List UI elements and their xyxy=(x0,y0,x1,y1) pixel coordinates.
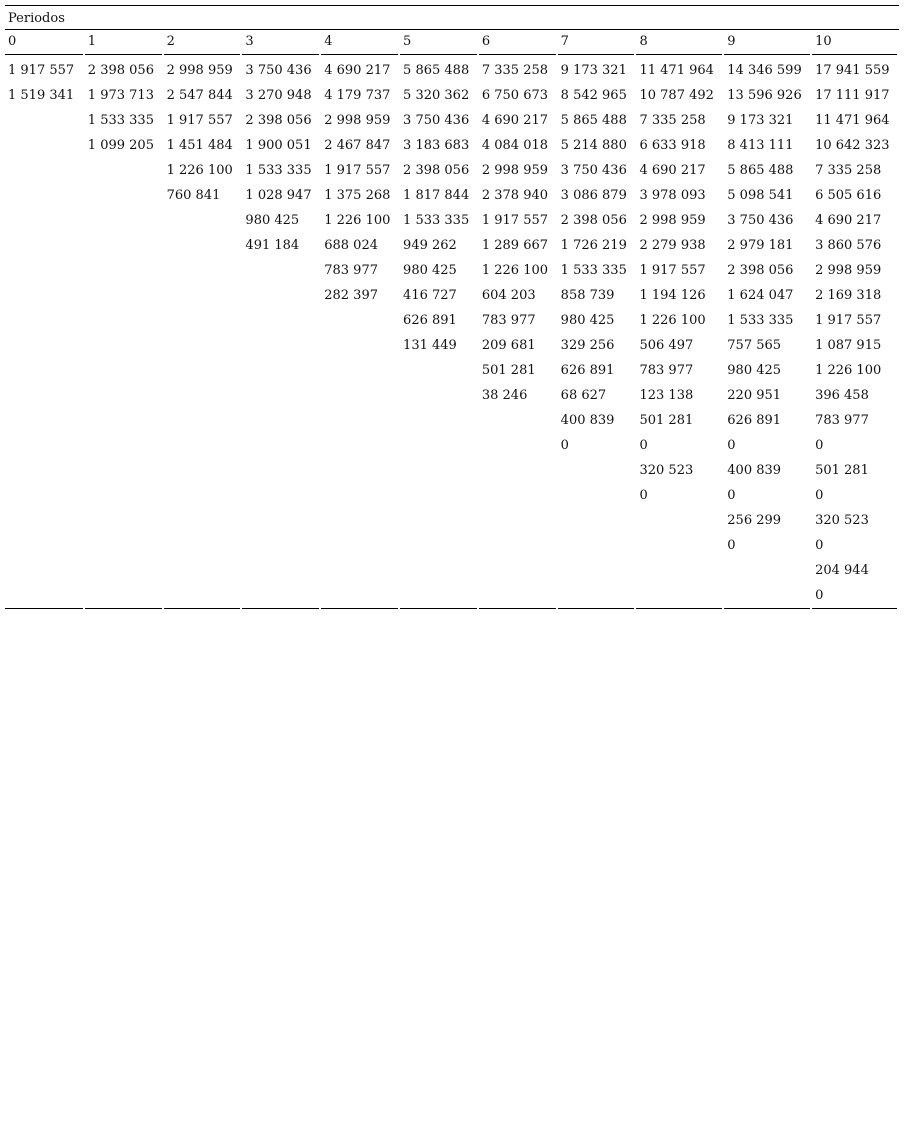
table-cell xyxy=(242,558,319,583)
table-cell: 626 891 xyxy=(560,363,615,378)
table-cell: 282 397 xyxy=(324,288,378,303)
table-cell xyxy=(479,433,556,458)
table-cell: 2 998 959 xyxy=(166,63,233,78)
period-header: 2 xyxy=(164,30,241,55)
table-cell: 1 289 667 xyxy=(481,238,549,253)
table-cell xyxy=(242,433,319,458)
table-row xyxy=(5,533,897,558)
table-cell xyxy=(5,483,83,508)
table-cell: 2 998 959 xyxy=(815,263,882,278)
table-cell: 7 335 258 xyxy=(639,113,706,128)
table-cell xyxy=(321,508,398,533)
table-row xyxy=(5,183,897,208)
table-cell: 1 533 335 xyxy=(727,313,794,328)
table-cell xyxy=(242,283,319,308)
table-cell xyxy=(85,333,162,358)
table-cell: 501 281 xyxy=(639,413,694,428)
table-cell: 320 523 xyxy=(815,513,869,528)
table-row xyxy=(5,133,897,158)
table-cell: 0 xyxy=(639,438,648,453)
table-cell xyxy=(636,558,722,583)
table-cell: 3 086 879 xyxy=(560,188,627,203)
table-cell: 4 690 217 xyxy=(481,113,549,128)
table-cell xyxy=(321,533,398,558)
table-cell: 626 891 xyxy=(727,413,782,428)
table-cell: 204 944 xyxy=(815,563,869,578)
table-cell xyxy=(321,558,398,583)
table-cell xyxy=(164,358,241,383)
table-cell xyxy=(164,308,241,333)
table-cell: 1 451 484 xyxy=(166,138,233,153)
table-cell: 2 998 959 xyxy=(639,213,706,228)
table-cell: 2 279 938 xyxy=(639,238,706,253)
table-cell xyxy=(164,383,241,408)
table-cell xyxy=(5,508,83,533)
table-cell xyxy=(164,558,241,583)
table-cell: 123 138 xyxy=(639,388,694,403)
table-cell: 1 226 100 xyxy=(815,363,882,378)
period-header: 9 xyxy=(724,30,810,55)
table-row xyxy=(5,433,897,458)
table-cell: 5 214 880 xyxy=(560,138,627,153)
table-cell xyxy=(321,333,398,358)
header-row xyxy=(5,30,897,55)
table-cell xyxy=(242,408,319,433)
table-row xyxy=(5,283,897,308)
period-header: 7 xyxy=(558,30,635,55)
table-cell: 604 203 xyxy=(481,288,536,303)
table-cell: 5 865 488 xyxy=(403,63,470,78)
table-cell xyxy=(242,583,319,609)
table-row xyxy=(5,58,897,83)
table-cell: 980 425 xyxy=(560,313,615,328)
table-cell: 506 497 xyxy=(639,338,694,353)
table-cell xyxy=(400,533,477,558)
table-cell: 10 787 492 xyxy=(639,88,714,103)
table-row xyxy=(5,383,897,408)
table-cell xyxy=(85,383,162,408)
table-cell xyxy=(85,433,162,458)
table-cell: 2 398 056 xyxy=(87,63,154,78)
table-cell xyxy=(242,533,319,558)
table-cell xyxy=(479,408,556,433)
table-row xyxy=(5,583,897,609)
table-row xyxy=(5,308,897,333)
table-cell xyxy=(164,233,241,258)
table-cell: 783 977 xyxy=(815,413,869,428)
table-cell: 0 xyxy=(727,488,736,503)
table-cell: 1 917 557 xyxy=(481,213,549,228)
table-cell: 980 425 xyxy=(727,363,782,378)
table-cell: 783 977 xyxy=(639,363,694,378)
table-row xyxy=(5,558,897,583)
table-cell: 1 624 047 xyxy=(727,288,794,303)
table-cell xyxy=(85,408,162,433)
table-cell xyxy=(242,383,319,408)
table-cell xyxy=(636,508,722,533)
table-row xyxy=(5,208,897,233)
table-cell: 2 398 056 xyxy=(727,263,794,278)
table-cell: 5 320 362 xyxy=(403,88,470,103)
table-cell: 4 084 018 xyxy=(481,138,549,153)
table-cell xyxy=(321,433,398,458)
table-cell: 1 726 219 xyxy=(560,238,627,253)
table-cell xyxy=(558,458,635,483)
table-cell: 4 179 737 xyxy=(324,88,391,103)
period-header: 3 xyxy=(242,30,319,55)
table-cell: 329 256 xyxy=(560,338,615,353)
table-cell xyxy=(5,558,83,583)
table-cell: 0 xyxy=(812,583,897,609)
table-row xyxy=(5,108,897,133)
table-cell xyxy=(242,458,319,483)
table-row xyxy=(5,408,897,433)
table-cell: 0 xyxy=(815,438,824,453)
table-cell xyxy=(85,258,162,283)
table-cell xyxy=(479,508,556,533)
table-cell xyxy=(724,583,810,609)
table-cell: 38 246 xyxy=(481,388,528,403)
table-cell xyxy=(5,533,83,558)
table-cell: 4 690 217 xyxy=(639,163,706,178)
period-header: 10 xyxy=(812,30,897,55)
table-cell: 3 750 436 xyxy=(403,113,470,128)
period-header: 0 xyxy=(5,30,83,55)
table-cell: 3 978 093 xyxy=(639,188,706,203)
table-cell: 1 533 335 xyxy=(403,213,470,228)
table-row xyxy=(5,83,897,108)
table-cell xyxy=(85,183,162,208)
table-cell: 17 941 559 xyxy=(815,63,890,78)
table-cell: 2 169 318 xyxy=(815,288,882,303)
table-cell xyxy=(321,408,398,433)
table-cell xyxy=(5,433,83,458)
table-cell xyxy=(724,558,810,583)
table-cell xyxy=(5,458,83,483)
table-cell: 400 839 xyxy=(560,413,615,428)
table-cell xyxy=(242,258,319,283)
table-cell: 17 111 917 xyxy=(815,88,890,103)
table-cell: 4 690 217 xyxy=(324,63,391,78)
table-cell xyxy=(321,383,398,408)
table-cell xyxy=(321,583,398,609)
table-cell xyxy=(242,308,319,333)
table-cell: 1 917 557 xyxy=(815,313,882,328)
table-row xyxy=(5,233,897,258)
table-cell: 980 425 xyxy=(403,263,457,278)
table-cell xyxy=(400,558,477,583)
table-cell: 1 226 100 xyxy=(639,313,706,328)
table-cell xyxy=(558,533,635,558)
table-cell xyxy=(164,483,241,508)
table-cell xyxy=(5,183,83,208)
table-cell xyxy=(5,258,83,283)
table-cell: 626 891 xyxy=(403,313,457,328)
table-cell xyxy=(5,308,83,333)
table-cell: 1 917 557 xyxy=(639,263,706,278)
table-cell xyxy=(321,358,398,383)
table-cell: 8 542 965 xyxy=(560,88,627,103)
table-cell: 0 xyxy=(639,488,648,503)
table-cell: 3 270 948 xyxy=(245,88,312,103)
table-cell xyxy=(400,508,477,533)
table-row xyxy=(5,508,897,533)
table-cell: 501 281 xyxy=(815,463,869,478)
table-cell: 3 750 436 xyxy=(560,163,627,178)
table-cell xyxy=(164,433,241,458)
table-cell xyxy=(400,458,477,483)
table-cell: 1 194 126 xyxy=(639,288,706,303)
table-cell xyxy=(5,108,83,133)
table-row xyxy=(5,358,897,383)
table-cell xyxy=(85,458,162,483)
table-cell: 6 750 673 xyxy=(481,88,549,103)
table-cell xyxy=(5,133,83,158)
table-cell: 1 533 335 xyxy=(87,113,154,128)
table-cell xyxy=(85,358,162,383)
table-cell: 2 398 056 xyxy=(245,113,312,128)
table-cell: 400 839 xyxy=(727,463,782,478)
table-cell xyxy=(400,358,477,383)
table-cell: 7 335 258 xyxy=(481,63,549,78)
lattice-table xyxy=(3,30,899,609)
table-body xyxy=(5,58,897,609)
table-cell: 980 425 xyxy=(245,213,300,228)
table-cell: 4 690 217 xyxy=(815,213,882,228)
table-cell: 256 299 xyxy=(727,513,782,528)
table-cell: 501 281 xyxy=(481,363,536,378)
table-cell xyxy=(164,258,241,283)
table-cell xyxy=(636,583,722,609)
table-cell xyxy=(5,383,83,408)
table-cell: 3 750 436 xyxy=(245,63,312,78)
period-header: 5 xyxy=(400,30,477,55)
table-cell xyxy=(242,358,319,383)
table-cell: 1 973 713 xyxy=(87,88,154,103)
table-cell: 2 998 959 xyxy=(324,113,391,128)
table-row xyxy=(5,333,897,358)
table-cell xyxy=(479,583,556,609)
table-cell xyxy=(85,208,162,233)
table-cell xyxy=(164,208,241,233)
table-row xyxy=(5,458,897,483)
table-cell: 1 375 268 xyxy=(324,188,391,203)
table-cell xyxy=(5,583,83,609)
table-cell xyxy=(400,433,477,458)
table-cell xyxy=(242,508,319,533)
table-row xyxy=(5,483,897,508)
table-cell xyxy=(164,508,241,533)
table-cell xyxy=(558,508,635,533)
table-cell: 7 335 258 xyxy=(815,163,882,178)
table-cell xyxy=(85,233,162,258)
table-cell xyxy=(85,308,162,333)
table-cell: 1 533 335 xyxy=(245,163,312,178)
table-cell: 2 547 844 xyxy=(166,88,233,103)
table-cell: 68 627 xyxy=(560,388,607,403)
table-cell: 1 028 947 xyxy=(245,188,312,203)
table-cell xyxy=(85,508,162,533)
table-cell: 2 378 940 xyxy=(481,188,549,203)
table-cell xyxy=(400,408,477,433)
table-cell: 320 523 xyxy=(639,463,694,478)
table-cell xyxy=(85,483,162,508)
table-cell xyxy=(636,533,722,558)
table-cell xyxy=(5,233,83,258)
table-cell: 3 183 683 xyxy=(403,138,470,153)
table-cell: 416 727 xyxy=(403,288,457,303)
table-cell: 760 841 xyxy=(166,188,221,203)
table-cell xyxy=(400,383,477,408)
table-cell xyxy=(164,458,241,483)
table-cell xyxy=(558,483,635,508)
table-cell: 3 860 576 xyxy=(815,238,882,253)
table-cell: 688 024 xyxy=(324,238,378,253)
table-cell: 0 xyxy=(727,438,736,453)
table-row xyxy=(5,258,897,283)
table-cell xyxy=(5,408,83,433)
table-cell xyxy=(5,333,83,358)
table-cell: 2 979 181 xyxy=(727,238,794,253)
table-cell: 220 951 xyxy=(727,388,782,403)
table-cell: 8 413 111 xyxy=(727,138,794,153)
table-cell: 6 633 918 xyxy=(639,138,706,153)
table-cell: 1 099 205 xyxy=(87,138,154,153)
table-cell xyxy=(85,283,162,308)
table-cell xyxy=(85,583,162,609)
table-cell xyxy=(85,158,162,183)
period-header: 1 xyxy=(85,30,162,55)
table-cell: 0 xyxy=(815,488,824,503)
table-cell xyxy=(479,483,556,508)
table-cell: 0 xyxy=(727,538,736,553)
table-top-rule xyxy=(5,5,899,6)
table-cell xyxy=(558,558,635,583)
table-cell xyxy=(479,533,556,558)
period-header: 4 xyxy=(321,30,398,55)
table-cell xyxy=(5,208,83,233)
table-cell: 2 398 056 xyxy=(403,163,470,178)
table-caption: Periodos xyxy=(8,11,65,26)
table-cell: 1 519 341 xyxy=(8,88,75,103)
table-cell xyxy=(5,158,83,183)
table-cell: 858 739 xyxy=(560,288,615,303)
table-cell: 10 642 323 xyxy=(815,138,890,153)
table-cell: 1 226 100 xyxy=(481,263,549,278)
table-cell: 2 398 056 xyxy=(560,213,627,228)
table-cell: 0 xyxy=(815,538,824,553)
table-cell xyxy=(164,533,241,558)
table-cell: 396 458 xyxy=(815,388,869,403)
table-cell: 131 449 xyxy=(403,338,457,353)
table-cell: 209 681 xyxy=(481,338,536,353)
table-cell xyxy=(85,533,162,558)
table-cell xyxy=(321,308,398,333)
table-cell: 2 998 959 xyxy=(481,163,549,178)
table-cell: 3 750 436 xyxy=(727,213,794,228)
table-cell: 1 917 557 xyxy=(166,113,233,128)
table-cell: 1 087 915 xyxy=(815,338,882,353)
table-cell xyxy=(479,458,556,483)
table-cell: 1 226 100 xyxy=(166,163,233,178)
table-cell xyxy=(164,333,241,358)
table-row xyxy=(5,158,897,183)
table-cell: 1 226 100 xyxy=(324,213,391,228)
table-cell: 6 505 616 xyxy=(815,188,882,203)
table-cell xyxy=(321,483,398,508)
table-cell xyxy=(85,558,162,583)
table-cell: 9 173 321 xyxy=(560,63,627,78)
table-cell: 783 977 xyxy=(324,263,378,278)
table-cell: 5 865 488 xyxy=(727,163,794,178)
table-cell xyxy=(5,358,83,383)
table-cell: 2 467 847 xyxy=(324,138,391,153)
table-cell: 757 565 xyxy=(727,338,782,353)
table-cell: 9 173 321 xyxy=(727,113,794,128)
table-cell: 949 262 xyxy=(403,238,457,253)
period-header: 6 xyxy=(479,30,556,55)
table-cell: 1 900 051 xyxy=(245,138,312,153)
table-cell xyxy=(558,583,635,609)
table-cell xyxy=(242,483,319,508)
table-cell: 14 346 599 xyxy=(727,63,802,78)
table-cell xyxy=(242,333,319,358)
table-cell xyxy=(5,283,83,308)
table-cell: 1 917 557 xyxy=(324,163,391,178)
table-cell xyxy=(479,558,556,583)
table-cell xyxy=(164,583,241,609)
table-cell: 1 817 844 xyxy=(403,188,470,203)
table-cell: 11 471 964 xyxy=(639,63,714,78)
table-cell: 1 917 557 xyxy=(8,63,75,78)
table-cell xyxy=(400,583,477,609)
period-header: 8 xyxy=(636,30,722,55)
table-cell xyxy=(164,283,241,308)
table-cell xyxy=(321,458,398,483)
table-cell xyxy=(400,483,477,508)
table-cell: 1 533 335 xyxy=(560,263,627,278)
table-cell: 491 184 xyxy=(245,238,300,253)
table-cell: 11 471 964 xyxy=(815,113,890,128)
table-cell: 0 xyxy=(560,438,569,453)
table-cell xyxy=(164,408,241,433)
table-cell: 5 865 488 xyxy=(560,113,627,128)
table-cell: 13 596 926 xyxy=(727,88,802,103)
table-cell: 783 977 xyxy=(481,313,536,328)
table-cell: 5 098 541 xyxy=(727,188,794,203)
